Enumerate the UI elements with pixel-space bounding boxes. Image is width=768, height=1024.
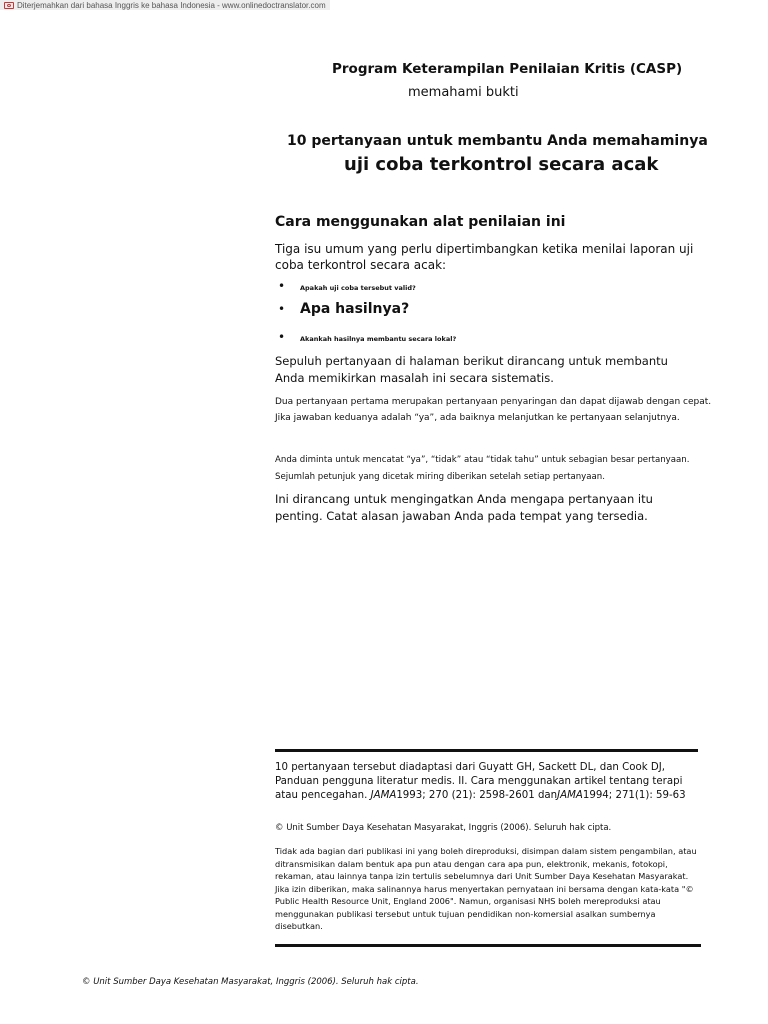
questions-heading: 10 pertanyaan untuk membantu Anda memahaminya bbox=[287, 133, 708, 149]
how-to-intro: Tiga isu umum yang perlu dipertimbangkan ketika menilai laporan uji coba terkontrol secara acak: bbox=[275, 242, 694, 272]
document-translate-icon bbox=[4, 2, 14, 9]
journal-name: JAMA bbox=[557, 790, 583, 801]
trial-type-heading: uji coba terkontrol secara acak bbox=[344, 154, 659, 175]
how-to-heading: Cara menggunakan alat penilaian ini bbox=[275, 214, 566, 230]
bullet-item-results: Apa hasilnya? bbox=[300, 301, 410, 317]
copyright-notice: © Unit Sumber Daya Kesehatan Masyarakat, Inggris (2006). Seluruh hak cipta. bbox=[275, 823, 612, 833]
program-title: Program Keterampilan Penilaian Kritis (CASP) bbox=[332, 61, 683, 77]
bullet-item-local: Akankah hasilnya membantu secara lokal? bbox=[300, 335, 457, 343]
bullet-marker: • bbox=[278, 330, 286, 344]
journal-name: JAMA bbox=[370, 790, 397, 801]
bullet-marker: • bbox=[278, 279, 286, 293]
rights-notice: Tidak ada bagian dari publikasi ini yang boleh direproduksi, disimpan dalam sistem pengambilan, atau ditransmisikan dalam bentuk apa pun atau dengan cara apa pun, elektronik, mekanis, fotokopi, rekaman, atau lainnya tanpa izin tertulis sebelumnya dari Unit Sumber Daya Kesehatan Masyarakat. Jika izin diberikan, maka salinannya harus menyertakan pernyataan ini bersama dengan kata-kata "© Public Health Resource Unit, England 2006". Namun, organisasi NHS boleh mereproduksi atau menggunakan publikasi tersebut untuk tujuan pendidikan non-komersial asalkan sumbernya disebutkan. bbox=[275, 846, 697, 931]
program-subtitle: memahami bukti bbox=[408, 85, 519, 100]
page-footer: © Unit Sumber Daya Kesehatan Masyarakat, Inggris (2006). Seluruh hak cipta. bbox=[82, 977, 419, 987]
bullet-marker: • bbox=[278, 302, 286, 316]
citation-2: 1994; 271(1): 59-63 bbox=[582, 790, 686, 801]
bullet-item-valid: Apakah uji coba tersebut valid? bbox=[300, 284, 416, 292]
paragraph-ten-questions: Sepuluh pertanyaan di halaman berikut dirancang untuk membantu Anda memikirkan masalah ini secara sistematis. bbox=[275, 354, 668, 385]
banner-text[interactable]: Diterjemahkan dari bahasa Inggris ke bahasa Indonesia - www.onlinedoctranslator.com bbox=[17, 0, 326, 10]
footnote-bottom-rule bbox=[275, 944, 701, 947]
translation-banner[interactable] bbox=[0, 0, 330, 10]
paragraph-record-answers: Anda diminta untuk mencatat “ya”, “tidak” atau “tidak tahu” untuk sebagian besar pertanyaan. Sejumlah petunjuk yang dicetak miring diberikan setelah setiap pertanyaan. bbox=[275, 455, 690, 482]
footnote-top-rule bbox=[275, 749, 698, 752]
footnote-adaptation bbox=[275, 761, 705, 803]
paragraph-reminder: Ini dirancang untuk mengingatkan Anda mengapa pertanyaan itu penting. Catat alasan jawaban Anda pada tempat yang tersedia. bbox=[275, 492, 653, 523]
paragraph-screening: Dua pertanyaan pertama merupakan pertanyaan penyaringan dan dapat dijawab dengan cepat. Jika jawaban keduanya adalah “ya”, ada baiknya melanjutkan ke pertanyaan selanjutnya. bbox=[275, 397, 712, 423]
adaptation-text: 10 pertanyaan tersebut diadaptasi dari Guyatt GH, Sackett DL, dan Cook DJ, Panduan pengguna literatur medis. II. Cara menggunakan artikel tentang terapi atau pencegahan. bbox=[275, 762, 683, 801]
citation-1: 1993; 270 (21): 2598-2601 dan bbox=[396, 790, 558, 801]
